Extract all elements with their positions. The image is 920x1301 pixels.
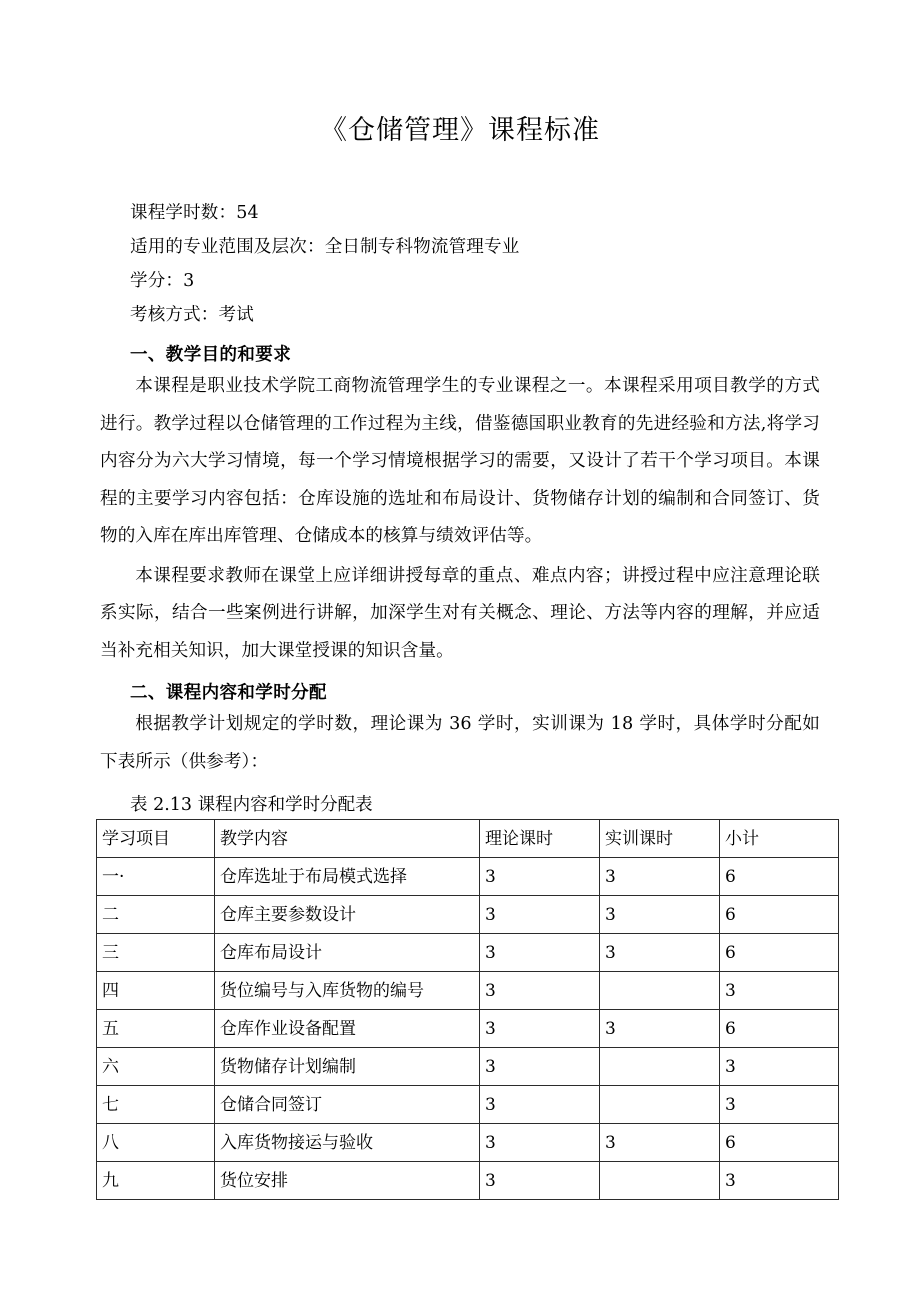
page-title: 《仓储管理》课程标准	[320, 115, 600, 146]
column-header-subtotal: 小计	[720, 820, 839, 858]
table-header-row	[97, 820, 839, 858]
cell-project: 六	[97, 1048, 215, 1086]
cell-subtotal: 6	[720, 896, 839, 934]
table-row	[97, 1162, 839, 1200]
paragraph-course-overview: 本课程是职业技术学院工商物流管理学生的专业课程之一。本课程采用项目教学的方式进行。教学过程以仓储管理的工作过程为主线，借鉴德国职业教育的先进经验和方法,将学习内容分为六大学习情境，每一个学习情境根据学习的需要，又设计了若干个学习项目。本课程的主要学习内容包括：仓库设施的选址和布局设计、货物储存计划的编制和合同签订、货物的入库在库出库管理、仓储成本的核算与绩效评估等。	[100, 376, 820, 546]
course-hours-table	[96, 819, 839, 1200]
cell-content: 仓储合同签订	[215, 1086, 480, 1124]
cell-practice-hours: 3	[600, 858, 720, 896]
cell-content: 仓库选址于布局模式选择	[215, 858, 480, 896]
cell-content: 货位安排	[215, 1162, 480, 1200]
cell-practice-hours: 3	[600, 934, 720, 972]
cell-project: 七	[97, 1086, 215, 1124]
cell-subtotal: 6	[720, 1124, 839, 1162]
cell-content: 入库货物接运与验收	[215, 1124, 480, 1162]
cell-practice-hours: 3	[600, 1124, 720, 1162]
cell-theory-hours: 3	[480, 934, 600, 972]
column-header-theory-hours: 理论课时	[480, 820, 600, 858]
cell-practice-hours: 3	[600, 896, 720, 934]
cell-project: 二	[97, 896, 215, 934]
table-row	[97, 972, 839, 1010]
cell-subtotal: 6	[720, 1010, 839, 1048]
cell-project: 九	[97, 1162, 215, 1200]
cell-theory-hours: 3	[480, 896, 600, 934]
column-header-learning-project: 学习项目	[97, 820, 215, 858]
cell-theory-hours: 3	[480, 972, 600, 1010]
cell-content: 仓库作业设备配置	[215, 1010, 480, 1048]
cell-theory-hours: 3	[480, 858, 600, 896]
cell-theory-hours: 3	[480, 1010, 600, 1048]
cell-theory-hours: 3	[480, 1124, 600, 1162]
paragraph-teaching-requirements: 本课程要求教师在课堂上应详细讲授每章的重点、难点内容；讲授过程中应注意理论联系实际，结合一些案例进行讲解，加深学生对有关概念、理论、方法等内容的理解，并应适当补充相关知识，加大课堂授课的知识含量。	[100, 565, 820, 661]
meta-credits: 学分：3	[130, 271, 195, 291]
cell-practice-hours	[600, 1162, 720, 1200]
cell-practice-hours: 3	[600, 1010, 720, 1048]
cell-subtotal: 3	[720, 1162, 839, 1200]
cell-content: 货位编号与入库货物的编号	[215, 972, 480, 1010]
table-row	[97, 1010, 839, 1048]
table-body	[97, 858, 839, 1200]
cell-practice-hours	[600, 1086, 720, 1124]
table-row	[97, 858, 839, 896]
table-container	[0, 819, 920, 1200]
cell-subtotal: 6	[720, 934, 839, 972]
table-row	[97, 1048, 839, 1086]
section-heading-content-and-hours: 二、课程内容和学时分配	[130, 683, 327, 703]
course-meta-block	[0, 197, 920, 332]
meta-course-hours: 课程学时数：54	[130, 203, 259, 223]
cell-project: 四	[97, 972, 215, 1010]
table-row	[97, 934, 839, 972]
column-header-teaching-content: 教学内容	[215, 820, 480, 858]
column-header-practice-hours: 实训课时	[600, 820, 720, 858]
cell-subtotal: 3	[720, 1086, 839, 1124]
cell-project: 一·	[97, 858, 215, 896]
cell-content: 仓库主要参数设计	[215, 896, 480, 934]
paragraph-hours-allocation: 根据教学计划规定的学时数，理论课为 36 学时，实训课为 18 学时，具体学时分配如下表所示（供参考）：	[100, 714, 820, 772]
cell-theory-hours: 3	[480, 1162, 600, 1200]
section-heading-teaching-objectives: 一、教学目的和要求	[130, 345, 292, 365]
cell-project: 八	[97, 1124, 215, 1162]
cell-project: 三	[97, 934, 215, 972]
cell-content: 货物储存计划编制	[215, 1048, 480, 1086]
cell-subtotal: 3	[720, 1048, 839, 1086]
table-row	[97, 896, 839, 934]
cell-project: 五	[97, 1010, 215, 1048]
cell-practice-hours	[600, 1048, 720, 1086]
table-row	[97, 1086, 839, 1124]
table-caption: 表 2.13 课程内容和学时分配表	[130, 795, 373, 815]
cell-theory-hours: 3	[480, 1048, 600, 1086]
cell-subtotal: 6	[720, 858, 839, 896]
cell-practice-hours	[600, 972, 720, 1010]
meta-applicable-major: 适用的专业范围及层次：全日制专科物流管理专业	[130, 237, 520, 257]
cell-theory-hours: 3	[480, 1086, 600, 1124]
meta-assessment: 考核方式：考试	[130, 305, 254, 325]
table-row	[97, 1124, 839, 1162]
cell-content: 仓库布局设计	[215, 934, 480, 972]
cell-subtotal: 3	[720, 972, 839, 1010]
